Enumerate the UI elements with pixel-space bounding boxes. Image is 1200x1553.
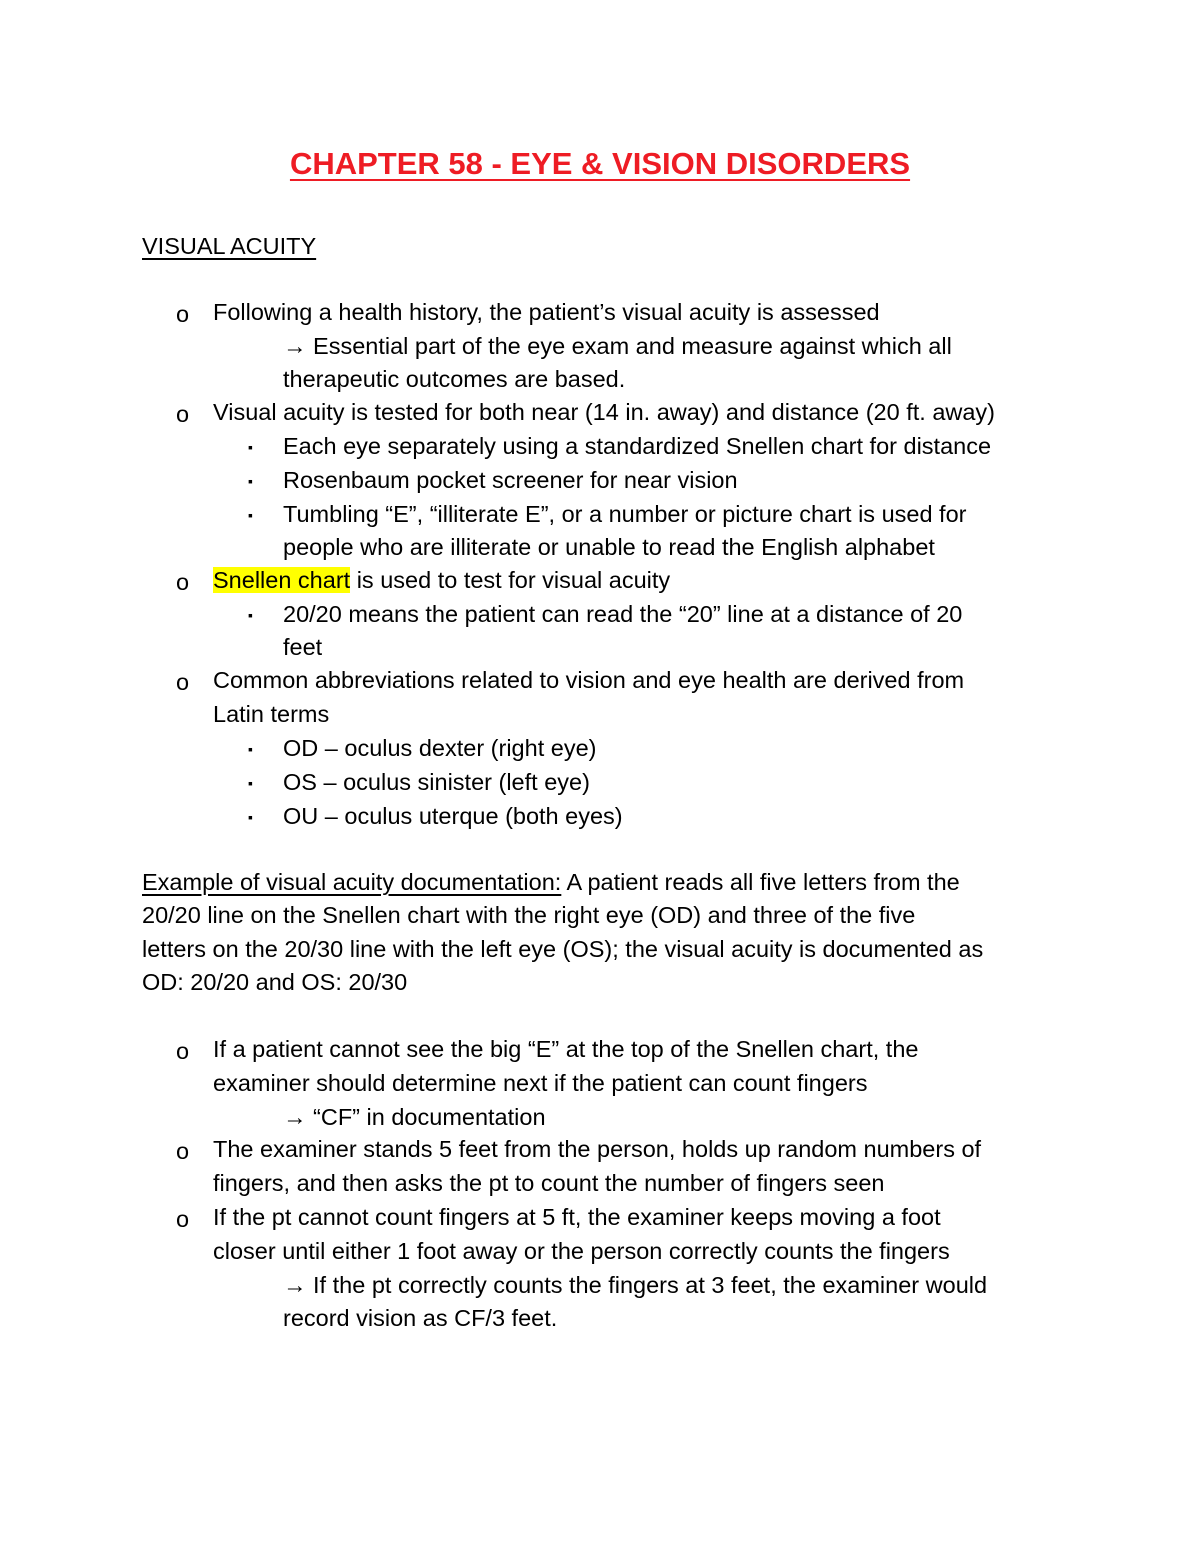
bullet-abbreviations-continuation: Latin terms — [213, 701, 330, 727]
bullet-big-e: If a patient cannot see the big “E” at the top of the Snellen chart, the — [213, 1036, 919, 1062]
list-item-cf-3-feet-continuation: record vision as CF/3 feet. — [283, 1305, 558, 1331]
arrow-right-icon: → — [283, 1104, 307, 1130]
bullet-big-e-continuation: examiner should determine next if the patient can count fingers — [213, 1070, 868, 1096]
bullet-count-fingers: If the pt cannot count fingers at 5 ft, the examiner keeps moving a foot — [213, 1204, 941, 1230]
highlighted-term: Snellen chart — [213, 567, 351, 593]
bullet-count-fingers-continuation: closer until either 1 foot away or the person correctly counts the fingers — [213, 1238, 950, 1264]
example-paragraph-line: 20/20 line on the Snellen chart with the right eye (OD) and three of the five — [142, 902, 916, 928]
bullet-snellen-chart: Snellen chart is used to test for visual acuity — [213, 567, 671, 593]
circle-bullet-icon: o — [176, 401, 190, 427]
example-paragraph-line: Example of visual acuity documentation: A patient reads all five letters from the — [142, 869, 960, 895]
bullet-examiner-stands-continuation: fingers, and then asks the pt to count the number of fingers seen — [213, 1170, 885, 1196]
square-bullet-icon: ▪ — [248, 439, 253, 455]
section-heading: VISUAL ACUITY — [142, 233, 317, 259]
bullet-health-history: Following a health history, the patient’s visual acuity is assessed — [213, 299, 880, 325]
circle-bullet-icon: o — [176, 1206, 190, 1232]
bullet-abbreviations: Common abbreviations related to vision and eye health are derived from — [213, 667, 965, 693]
square-bullet-icon: ▪ — [248, 741, 253, 757]
list-item-continuation: therapeutic outcomes are based. — [283, 366, 626, 392]
circle-bullet-icon: o — [176, 301, 190, 327]
square-bullet-icon: ▪ — [248, 809, 253, 825]
square-bullet-icon: ▪ — [248, 775, 253, 791]
list-item-cf-3-feet: → If the pt correctly counts the fingers at 3 feet, the examiner would — [283, 1272, 988, 1298]
circle-bullet-icon: o — [176, 1138, 190, 1164]
list-item-cf-documentation: → “CF” in documentation — [283, 1104, 546, 1130]
sub-item-snellen-distance: Each eye separately using a standardized Snellen chart for distance — [283, 433, 992, 459]
bullet-examiner-stands: The examiner stands 5 feet from the person, holds up random numbers of — [213, 1136, 982, 1162]
square-bullet-icon: ▪ — [248, 607, 253, 623]
arrow-right-icon: → — [283, 1272, 307, 1298]
sub-item-os: OS – oculus sinister (left eye) — [283, 769, 590, 795]
example-paragraph-line: letters on the 20/30 line with the left eye (OS); the visual acuity is documented as — [142, 936, 984, 962]
circle-bullet-icon: o — [176, 569, 190, 595]
example-label: Example of visual acuity documentation: — [142, 869, 562, 895]
sub-item-tumbling-e: Tumbling “E”, “illiterate E”, or a number or picture chart is used for — [283, 501, 967, 527]
circle-bullet-icon: o — [176, 669, 190, 695]
sub-item-ou: OU – oculus uterque (both eyes) — [283, 803, 623, 829]
bullet-near-distance: Visual acuity is tested for both near (14 in. away) and distance (20 ft. away) — [213, 399, 996, 425]
list-item-essential-part: → Essential part of the eye exam and measure against which all — [283, 333, 952, 359]
sub-item-tumbling-e-continuation: people who are illiterate or unable to read the English alphabet — [283, 534, 935, 560]
example-paragraph-line: OD: 20/20 and OS: 20/30 — [142, 969, 408, 995]
arrow-right-icon: → — [283, 333, 307, 359]
square-bullet-icon: ▪ — [248, 507, 253, 523]
circle-bullet-icon: o — [176, 1038, 190, 1064]
sub-item-20-20-continuation: feet — [283, 634, 323, 660]
sub-item-rosenbaum: Rosenbaum pocket screener for near vision — [283, 467, 738, 493]
page-title: CHAPTER 58 - EYE & VISION DISORDERS — [289, 146, 911, 181]
square-bullet-icon: ▪ — [248, 473, 253, 489]
sub-item-20-20: 20/20 means the patient can read the “20” line at a distance of 20 — [283, 601, 963, 627]
sub-item-od: OD – oculus dexter (right eye) — [283, 735, 597, 761]
